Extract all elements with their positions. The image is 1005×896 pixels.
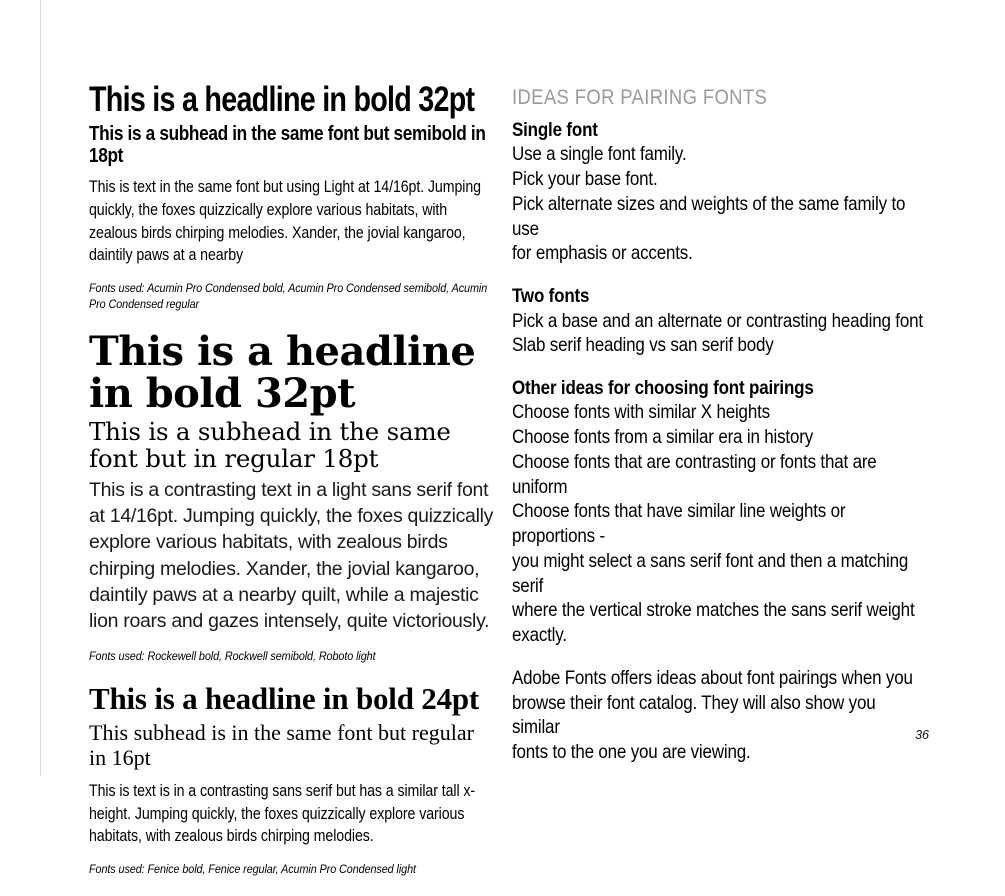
list-item: Choose fonts that have similar line weights or proportions - bbox=[512, 500, 846, 548]
section-other-ideas-heading: Other ideas for choosing font pairings bbox=[512, 377, 814, 399]
sample2-fonts-credit: Fonts used: Rockewell bold, Rockwell semibold, Roboto light bbox=[89, 648, 376, 663]
list-item: Pick your base font. bbox=[512, 168, 658, 191]
list-item: fonts to the one you are viewing. bbox=[512, 741, 751, 764]
right-column-title: IDEAS FOR PAIRING FONTS bbox=[512, 86, 768, 109]
spacer bbox=[512, 648, 922, 666]
font-sample-block-slab bbox=[89, 328, 494, 665]
section-other-ideas bbox=[512, 376, 922, 648]
sample1-body: This is text in the same font but using Light at 14/16pt. Jumping quickly, the foxes quizzically explore various habitats, with zealous birds chirping melodies. Xander, the jovial kangaroo, daintily paws at a nearby bbox=[89, 178, 481, 265]
sample2-subhead: This is a subhead in the same font but in regular 18pt bbox=[89, 416, 451, 474]
list-item: Slab serif heading vs san serif body bbox=[512, 334, 774, 357]
sample1-headline: This is a headline in bold 32pt bbox=[89, 80, 475, 119]
page-number: 36 bbox=[915, 728, 929, 742]
list-item: Pick a base and an alternate or contrasting heading font bbox=[512, 309, 923, 332]
spacer bbox=[512, 266, 922, 284]
section-single-font bbox=[512, 118, 922, 266]
section-adobe-fonts-note bbox=[512, 666, 922, 765]
font-sample-block-serif bbox=[89, 680, 494, 879]
sample1-subhead: This is a subhead in the same font but semibold in 18pt bbox=[89, 122, 486, 167]
left-column bbox=[89, 82, 494, 896]
list-item: where the vertical stroke matches the sans serif weight bbox=[512, 599, 915, 622]
list-item: Choose fonts that are contrasting or fonts that are uniform bbox=[512, 450, 877, 498]
sample1-fonts-credit: Fonts used: Acumin Pro Condensed bold, Acumin Pro Condensed semibold, Acumin Pro Condensed regular bbox=[89, 281, 488, 312]
section-single-font-heading: Single font bbox=[512, 119, 598, 141]
font-sample-block-condensed bbox=[89, 82, 494, 313]
list-item: Pick alternate sizes and weights of the same family to use bbox=[512, 192, 906, 240]
list-item: Choose fonts with similar X heights bbox=[512, 401, 770, 424]
list-item: browse their font catalog. They will also show you similar bbox=[512, 691, 876, 739]
list-item: you might select a sans serif font and then a matching serif bbox=[512, 549, 909, 597]
page-margin-rule bbox=[40, 0, 41, 776]
list-item: Adobe Fonts offers ideas about font pairings when you bbox=[512, 666, 913, 689]
right-column bbox=[512, 86, 922, 765]
sample3-headline: This is a headline in bold 24pt bbox=[89, 680, 480, 716]
sample3-subhead: This subhead is in the same font but regular in 16pt bbox=[89, 720, 474, 770]
sample2-headline: This is a headline in bold 32pt bbox=[89, 328, 476, 418]
section-two-fonts-heading: Two fonts bbox=[512, 285, 590, 308]
list-item: Use a single font family. bbox=[512, 143, 687, 166]
list-item: for emphasis or accents. bbox=[512, 242, 693, 265]
list-item: Choose fonts from a similar era in history bbox=[512, 426, 814, 449]
section-two-fonts bbox=[512, 284, 922, 358]
sample2-body: This is a contrasting text in a light sans serif font at 14/16pt. Jumping quickly, the foxes quizzically explore various habitats, with zealous birds chirping melodies. Xander, the jovial kangaroo, daintily paws at a nearby quilt, while a majestic lion roars and gazes intensely, quite victoriously. bbox=[89, 478, 494, 633]
sample3-body: This is text is in a contrasting sans serif but has a similar tall x-height. Jumping quickly, the foxes quizzically explore various habitats, with zealous birds chirping melodies. bbox=[89, 781, 476, 846]
spacer bbox=[512, 358, 922, 376]
list-item: exactly. bbox=[512, 624, 567, 647]
sample3-fonts-credit: Fonts used: Fenice bold, Fenice regular, Acumin Pro Condensed light bbox=[89, 862, 416, 877]
